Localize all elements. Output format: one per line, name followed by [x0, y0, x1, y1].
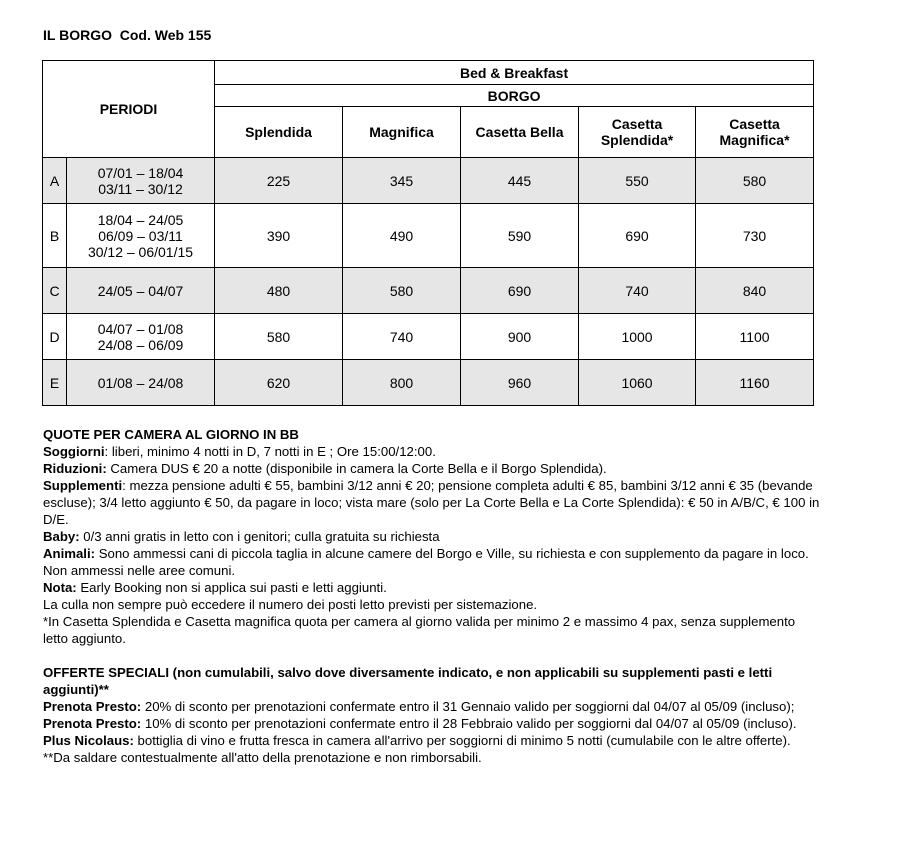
- price-cell: 590: [461, 204, 579, 268]
- notes-section: [43, 426, 823, 766]
- column-header: Casetta Bella: [461, 107, 579, 158]
- table-row: [43, 204, 814, 268]
- column-header: Casetta Magnifica*: [696, 107, 814, 158]
- price-cell: 550: [579, 158, 696, 204]
- price-cell: 900: [461, 314, 579, 360]
- casetta-note: *In Casetta Splendida e Casetta magnifica quota per camera al giorno valida per minimo 2 e massimo 4 pax, senza supplemento letto aggiunto.: [43, 614, 796, 646]
- period-dates: 01/08 – 24/08: [67, 360, 215, 406]
- price-cell: 580: [343, 268, 461, 314]
- riduzioni-note: Riduzioni: Camera DUS € 20 a notte (disponibile in camera la Corte Bella e il Borgo Splendida).: [43, 461, 607, 476]
- prenota-presto-1: Prenota Presto: 20% di sconto per prenotazioni confermate entro il 31 Gennaio valido per soggiorni dal 04/07 al 05/09 (incluso);: [43, 699, 795, 714]
- price-cell: 490: [343, 204, 461, 268]
- price-cell: 740: [579, 268, 696, 314]
- price-cell: 960: [461, 360, 579, 406]
- prenota-presto-2: Prenota Presto: 10% di sconto per prenotazioni confermate entro il 28 Febbraio valido per soggiorni dal 04/07 al 05/09 (incluso).: [43, 716, 797, 731]
- period-code: E: [43, 360, 67, 406]
- price-cell: 1000: [579, 314, 696, 360]
- bed-breakfast-header: Bed & Breakfast: [215, 61, 814, 85]
- period-code: B: [43, 204, 67, 268]
- soggiorni-note: Soggiorni: liberi, minimo 4 notti in D, 7 notti in E ; Ore 15:00/12:00.: [43, 444, 436, 459]
- offerte-heading: OFFERTE SPECIALI (non cumulabili, salvo dove diversamente indicato, e non applicabili su supplementi pasti e letti aggiunti)**: [43, 665, 773, 697]
- column-header: Magnifica: [343, 107, 461, 158]
- period-dates: 24/05 – 04/07: [67, 268, 215, 314]
- table-row: [43, 314, 814, 360]
- period-code: A: [43, 158, 67, 204]
- price-cell: 345: [343, 158, 461, 204]
- borgo-header: BORGO: [215, 85, 814, 107]
- price-cell: 620: [215, 360, 343, 406]
- nota-note: Nota: Early Booking non si applica sui pasti e letti aggiunti.: [43, 580, 387, 595]
- animali-note: Animali: Sono ammessi cani di piccola taglia in alcune camere del Borgo e Ville, su richiesta e con supplemento da pagare in loco. Non ammessi nelle aree comuni.: [43, 546, 809, 578]
- table-row: [43, 268, 814, 314]
- periodi-header: PERIODI: [43, 61, 215, 158]
- document-title: IL BORGO Cod. Web 155: [43, 27, 212, 43]
- price-cell: 740: [343, 314, 461, 360]
- price-cell: 390: [215, 204, 343, 268]
- price-cell: 1100: [696, 314, 814, 360]
- baby-note: Baby: 0/3 anni gratis in letto con i genitori; culla gratuita su richiesta: [43, 529, 440, 544]
- price-cell: 730: [696, 204, 814, 268]
- price-cell: 800: [343, 360, 461, 406]
- period-dates: 04/07 – 01/08 24/08 – 06/09: [67, 314, 215, 360]
- quote-heading: QUOTE PER CAMERA AL GIORNO IN BB: [43, 427, 299, 442]
- price-cell: 580: [215, 314, 343, 360]
- saldare-note: **Da saldare contestualmente all'atto della prenotazione e non rimborsabili.: [43, 750, 482, 765]
- period-code: C: [43, 268, 67, 314]
- price-cell: 480: [215, 268, 343, 314]
- column-header: Splendida: [215, 107, 343, 158]
- price-cell: 1160: [696, 360, 814, 406]
- price-table: [42, 60, 814, 406]
- price-cell: 690: [461, 268, 579, 314]
- price-cell: 1060: [579, 360, 696, 406]
- plus-nicolaus: Plus Nicolaus: bottiglia di vino e frutta fresca in camera all'arrivo per soggiorni di minimo 5 notti (cumulabile con le altre offerte).: [43, 733, 791, 748]
- culla-note: La culla non sempre può eccedere il numero dei posti letto previsti per sistemazione.: [43, 597, 538, 612]
- column-header: Casetta Splendida*: [579, 107, 696, 158]
- price-cell: 225: [215, 158, 343, 204]
- table-row: [43, 158, 814, 204]
- price-cell: 580: [696, 158, 814, 204]
- period-dates: 18/04 – 24/05 06/09 – 03/11 30/12 – 06/01/15: [67, 204, 215, 268]
- price-cell: 445: [461, 158, 579, 204]
- supplementi-note: Supplementi: mezza pensione adulti € 55, bambini 3/12 anni € 20; pensione completa adulti € 85, bambini 3/12 anni € 35 (bevande escluse); 3/4 letto aggiunto € 50, da pagare in loco; vista mare (solo per La Corte Bella e La Corte Splendida): € 50 in A/B/C, € 100 in D/E.: [43, 478, 820, 527]
- period-code: D: [43, 314, 67, 360]
- period-dates: 07/01 – 18/04 03/11 – 30/12: [67, 158, 215, 204]
- price-cell: 840: [696, 268, 814, 314]
- price-cell: 690: [579, 204, 696, 268]
- table-row: [43, 360, 814, 406]
